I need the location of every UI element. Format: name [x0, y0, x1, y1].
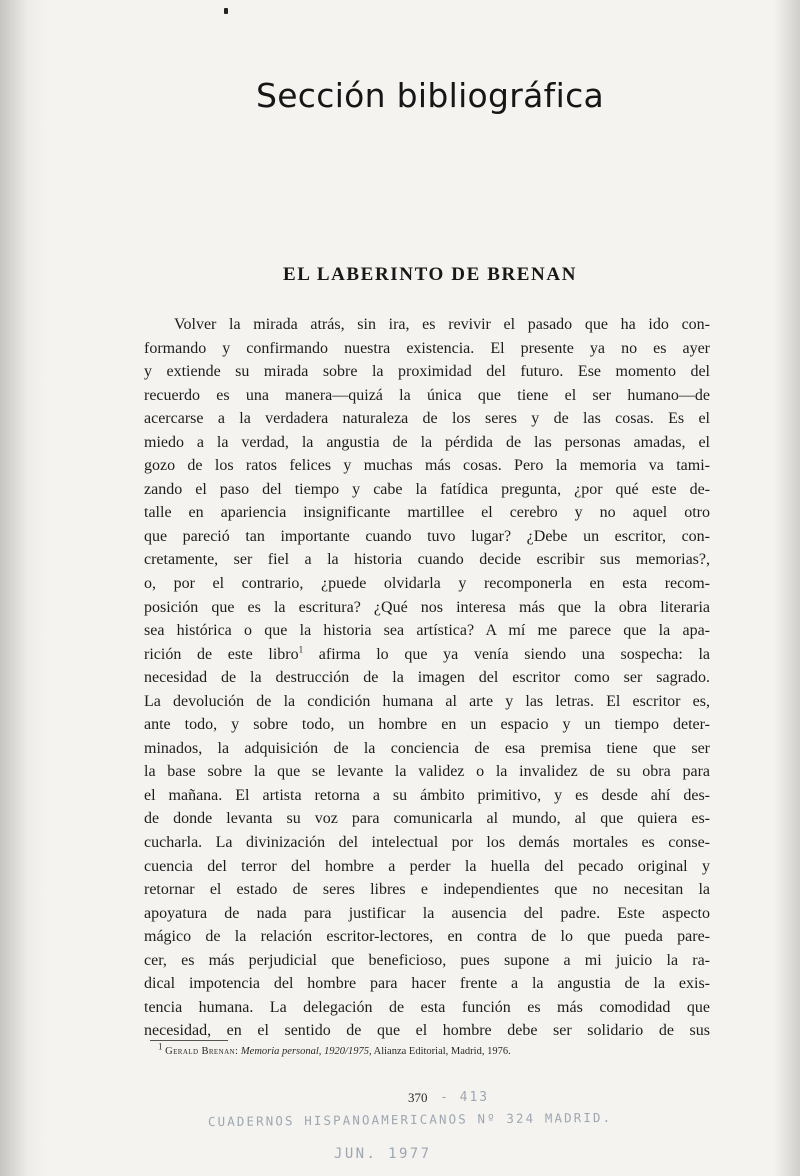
body-line: que pareció tan importante cuando tuvo lugar? ¿Debe un escritor, con-: [144, 527, 710, 545]
body-line: recuerdo es una manera—quizá la única que tiene el ser humano—de: [144, 386, 710, 404]
body-line-text: afirma lo que ya venía siendo una sospecha: la: [303, 645, 710, 663]
body-line: tencia humana. La delegación de esta función es más comodidad que: [144, 998, 710, 1016]
body-line: cucharla. La divinización del intelectual por los demás mortales es conse-: [144, 834, 710, 852]
section-title: Sección bibliográfica: [255, 76, 605, 115]
body-line: retornar el estado de seres libres e independientes que no necesitan la: [144, 881, 710, 899]
body-line: ante todo, y sobre todo, un hombre en un espacio y un tiempo deter-: [144, 716, 710, 734]
body-line: apoyatura de nada para justificar la ausencia del padre. Este aspecto: [144, 904, 710, 922]
footnote-publisher: Alianza Editorial, Madrid, 1976.: [373, 1046, 511, 1057]
body-line: Volver la mirada atrás, sin ira, es revivir el pasado que ha ido con-: [174, 316, 710, 333]
body-line: La devolución de la condición humana al arte y las letras. El escritor es,: [144, 692, 710, 710]
article-title: EL LABERINTO DE BRENAN: [282, 264, 578, 285]
page-shadow-left: [0, 0, 46, 1176]
body-line: zando el paso del tiempo y cabe la fatídica pregunta, ¿por qué este de-: [144, 480, 710, 498]
footnote-mark: 1: [158, 1041, 163, 1052]
footnote-reference: 1: [298, 644, 304, 655]
body-line: mágico de la relación escritor-lectores, en contra de lo que pueda pare-: [144, 928, 710, 946]
page-number: 370: [408, 1090, 428, 1105]
footnote-book-title: Memoria personal, 1920/1975,: [240, 1046, 372, 1057]
body-line: formando y confirmando nuestra existencia. El presente ya no es ayer: [144, 339, 710, 357]
body-line: el mañana. El artista retorna a su ámbito primitivo, y es desde ahí des-: [144, 786, 710, 804]
body-line: sea histórica o que la historia sea artística? A mí me parece que la apa-: [144, 622, 710, 640]
body-line: necesidad, en el sentido de que el hombre debe ser solidario de sus: [144, 1022, 710, 1040]
body-line: talle en apariencia insignificante martillee el cerebro y no aquel otro: [144, 504, 710, 522]
ink-speck: [224, 8, 228, 14]
body-line-text: rición de este libro: [144, 645, 299, 663]
body-line: de donde levanta su voz para comunicarla al mundo, al que quiera es-: [144, 810, 710, 828]
body-line: gozo de los ratos felices y muchas más cosas. Pero la memoria va tami-: [144, 457, 710, 475]
body-line: la base sobre la que se levante la validez o la invalidez de su obra para: [144, 763, 710, 781]
body-line: cer, es más perjudicial que beneficioso, pues supone a mi juicio la ra-: [144, 951, 710, 969]
body-line: cuencia del terror del hombre a perder la huella del pecado original y: [144, 857, 710, 875]
article-body: [144, 313, 710, 1043]
body-line: o, por el contrario, ¿puede olvidarla y recomponerla en esta recom-: [144, 575, 710, 593]
body-line: y extiende su mirada sobre la proximidad del futuro. Ese momento del: [144, 363, 710, 381]
body-line-with-footnote-ref: [144, 643, 710, 667]
archive-date-stamp: JUN. 1977: [334, 1146, 432, 1162]
body-line: acercarse a la verdadera naturaleza de los seres y de las cosas. Es el: [144, 410, 710, 428]
body-line: miedo a la verdad, la angustia de la pérdida de las personas amadas, el: [144, 433, 710, 451]
body-line: posición que es la escritura? ¿Qué nos interesa más que la obra literaria: [144, 598, 710, 616]
archive-page-range: - 413: [440, 1090, 490, 1105]
archive-source-stamp: CUADERNOS HISPANOAMERICANOS Nº 324 MADRID.: [207, 1109, 613, 1130]
page-shadow-right: [774, 0, 800, 1176]
footnote-author: Gerald Brenan:: [165, 1046, 239, 1057]
body-line: dical impotencia del hombre para hacer frente a la angustia de la exis-: [144, 975, 710, 993]
footnote: [158, 1041, 718, 1057]
body-line: minados, la adquisición de la conciencia de esa premisa tiene que ser: [144, 739, 710, 757]
body-line: cretamente, ser fiel a la historia cuando decide escribir sus memorias?,: [144, 551, 710, 569]
body-line: necesidad de la destrucción de la imagen del escritor como ser sagrado.: [144, 669, 710, 687]
